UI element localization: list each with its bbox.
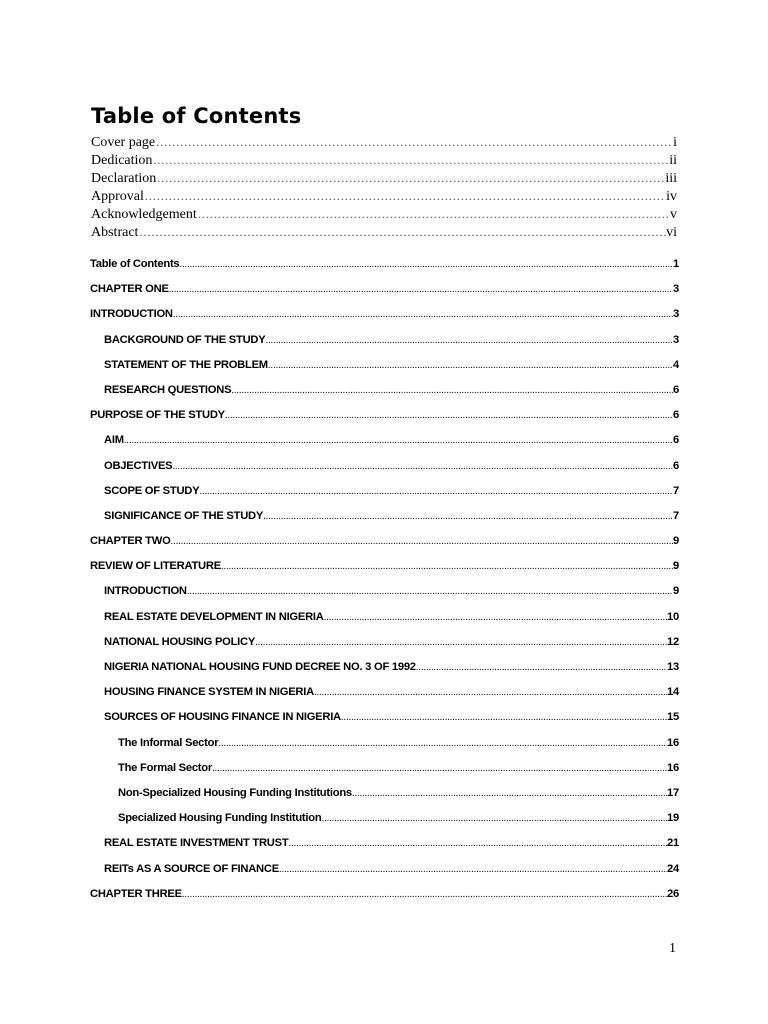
toc-entry-page: 6 (673, 409, 679, 422)
dot-leader (173, 309, 673, 320)
dot-leader (171, 536, 673, 547)
dot-leader (263, 511, 673, 522)
dot-leader (124, 435, 673, 446)
toc-entry-label: Declaration (91, 171, 157, 186)
toc-entry[interactable] (90, 560, 679, 585)
toc-entry-page: ii (669, 153, 677, 168)
toc-entry-page: 24 (667, 862, 679, 875)
toc-entry[interactable] (90, 711, 679, 736)
dot-leader (155, 135, 673, 150)
dot-leader (288, 838, 667, 849)
dot-leader (321, 813, 667, 824)
toc-entry-page: 6 (673, 383, 679, 396)
toc-entry[interactable] (90, 863, 679, 888)
toc-entry-label: REAL ESTATE DEVELOPMENT IN NIGERIA (104, 610, 324, 623)
toc-entry-page: v (670, 207, 677, 222)
toc-entry-label: Table of Contents (90, 258, 180, 270)
dot-leader (255, 637, 667, 648)
dot-leader (138, 225, 666, 240)
toc-entry-page: 9 (673, 535, 679, 548)
toc-entry-label: OBJECTIVES (104, 459, 173, 472)
toc-entry-label: NATIONAL HOUSING POLICY (104, 635, 256, 648)
toc-entry-label: SOURCES OF HOUSING FINANCE IN NIGERIA (104, 711, 341, 724)
toc-entry[interactable] (90, 585, 679, 610)
toc-entry-label: Abstract (91, 225, 139, 240)
toc-entry[interactable] (90, 661, 679, 686)
dot-leader (144, 189, 666, 204)
dot-leader (231, 385, 673, 396)
toc-entry[interactable] (90, 762, 679, 787)
toc-entry-label: Approval (91, 189, 144, 204)
toc-entry[interactable] (90, 485, 679, 510)
toc-entry-page: iv (666, 189, 677, 204)
toc-entry-page: iii (665, 171, 677, 186)
toc-entry-page: 9 (673, 585, 679, 598)
toc-entry-label: The Informal Sector (118, 736, 219, 749)
toc-entry-page: 26 (667, 887, 679, 900)
dot-leader (341, 712, 667, 723)
toc-entry-label: Cover page (91, 135, 156, 150)
toc-entry-front[interactable] (91, 135, 677, 153)
toc-entry-page: 16 (667, 761, 679, 774)
toc-entry-label: CHAPTER TWO (90, 535, 171, 548)
toc-entry-page: 3 (673, 308, 679, 321)
toc-entry-page: 12 (667, 635, 679, 648)
dot-leader (416, 662, 667, 673)
toc-entry-page: 15 (667, 711, 679, 724)
toc-entry-page: 4 (673, 358, 679, 371)
dot-leader (314, 687, 667, 698)
toc-entry[interactable] (90, 409, 679, 434)
toc-entry[interactable] (90, 510, 679, 535)
toc-entry-page: 19 (667, 812, 679, 825)
dot-leader (182, 889, 667, 900)
dot-leader (212, 763, 667, 774)
toc-entry[interactable] (90, 611, 679, 636)
toc-entry-page: 10 (667, 610, 679, 623)
toc-entry-label: CHAPTER THREE (90, 887, 182, 900)
toc-entry-page: 1 (673, 258, 679, 270)
dot-leader (156, 171, 665, 186)
toc-entry-page: 6 (673, 459, 679, 472)
page-title: Table of Contents (91, 104, 302, 128)
toc-entry[interactable] (90, 258, 679, 283)
toc-entry[interactable] (90, 434, 679, 459)
toc-entry-front[interactable] (91, 189, 677, 207)
toc-entry-page: 16 (667, 736, 679, 749)
toc-entry[interactable] (90, 535, 679, 560)
toc-entry-label: NIGERIA NATIONAL HOUSING FUND DECREE NO. 3 OF 1992 (104, 661, 416, 673)
toc-entry[interactable] (90, 812, 679, 837)
toc-entry[interactable] (90, 737, 679, 762)
dot-leader (221, 561, 673, 572)
toc-entry[interactable] (90, 359, 679, 384)
toc-entry-label: STATEMENT OF THE PROBLEM (104, 358, 268, 371)
toc-entry-label: The Formal Sector (118, 761, 212, 774)
toc-entry-label: RESEARCH QUESTIONS (104, 383, 232, 396)
toc-entry-front[interactable] (91, 171, 677, 189)
toc-entry-label: BACKGROUND OF THE STUDY (104, 333, 266, 346)
dot-leader (265, 335, 673, 346)
toc-entry-label: REVIEW OF LITERATURE (90, 560, 221, 573)
toc-entry-front[interactable] (91, 153, 677, 171)
toc-entry-page: vi (666, 225, 677, 240)
toc-entry-page: 17 (667, 786, 679, 799)
toc-entry[interactable] (90, 636, 679, 661)
dot-leader (197, 207, 670, 222)
toc-entry-page: 13 (667, 661, 679, 673)
dot-leader (225, 410, 673, 421)
toc-entry-label: SIGNIFICANCE OF THE STUDY (104, 509, 264, 522)
dot-leader (152, 153, 669, 168)
toc-entry-label: CHAPTER ONE (90, 283, 169, 296)
dot-leader (218, 738, 667, 749)
toc-entry-page: 3 (673, 283, 679, 296)
toc-entry-front[interactable] (91, 207, 677, 225)
toc-entry-label: REITs AS A SOURCE OF FINANCE (104, 862, 279, 875)
dot-leader (279, 864, 667, 875)
toc-entry-page: 7 (673, 484, 679, 497)
main-toc-list (90, 258, 679, 913)
toc-entry[interactable] (90, 283, 679, 308)
toc-entry[interactable] (90, 334, 679, 359)
toc-entry[interactable] (90, 787, 679, 812)
toc-entry-page: 7 (673, 509, 679, 522)
dot-leader (199, 486, 673, 497)
toc-entry-label: INTRODUCTION (104, 585, 187, 598)
toc-entry[interactable] (90, 888, 679, 913)
toc-entry[interactable] (90, 837, 679, 862)
toc-entry-label: Non-Specialized Housing Funding Institutions (118, 786, 352, 799)
toc-entry[interactable] (90, 686, 679, 711)
toc-entry-front[interactable] (91, 225, 677, 243)
dot-leader (268, 360, 673, 371)
front-matter-list (91, 135, 677, 243)
dot-leader (352, 788, 667, 799)
toc-entry-label: Specialized Housing Funding Institution (118, 812, 322, 825)
dot-leader (169, 284, 673, 295)
toc-entry-page: 9 (673, 560, 679, 573)
toc-entry[interactable] (90, 460, 679, 485)
page-number: 1 (669, 941, 676, 956)
toc-entry-label: HOUSING FINANCE SYSTEM IN NIGERIA (104, 686, 314, 699)
dot-leader (172, 461, 673, 472)
toc-entry-label: PURPOSE OF THE STUDY (90, 409, 225, 422)
toc-entry-label: SCOPE OF STUDY (104, 484, 200, 497)
toc-entry-label: AIM (104, 434, 124, 447)
toc-entry-page: 6 (673, 434, 679, 447)
dot-leader (324, 612, 667, 623)
toc-entry-label: Acknowledgement (91, 207, 197, 222)
toc-entry[interactable] (90, 308, 679, 333)
toc-entry-label: INTRODUCTION (90, 308, 173, 321)
toc-entry-page: 14 (667, 686, 679, 699)
toc-entry-label: REAL ESTATE INVESTMENT TRUST (104, 837, 289, 850)
toc-entry-label: Dedication (91, 153, 153, 168)
toc-entry[interactable] (90, 384, 679, 409)
dot-leader (187, 586, 673, 597)
toc-entry-page: 21 (667, 837, 679, 850)
toc-entry-page: i (673, 135, 677, 150)
toc-entry-page: 3 (673, 333, 679, 346)
dot-leader (179, 259, 673, 270)
